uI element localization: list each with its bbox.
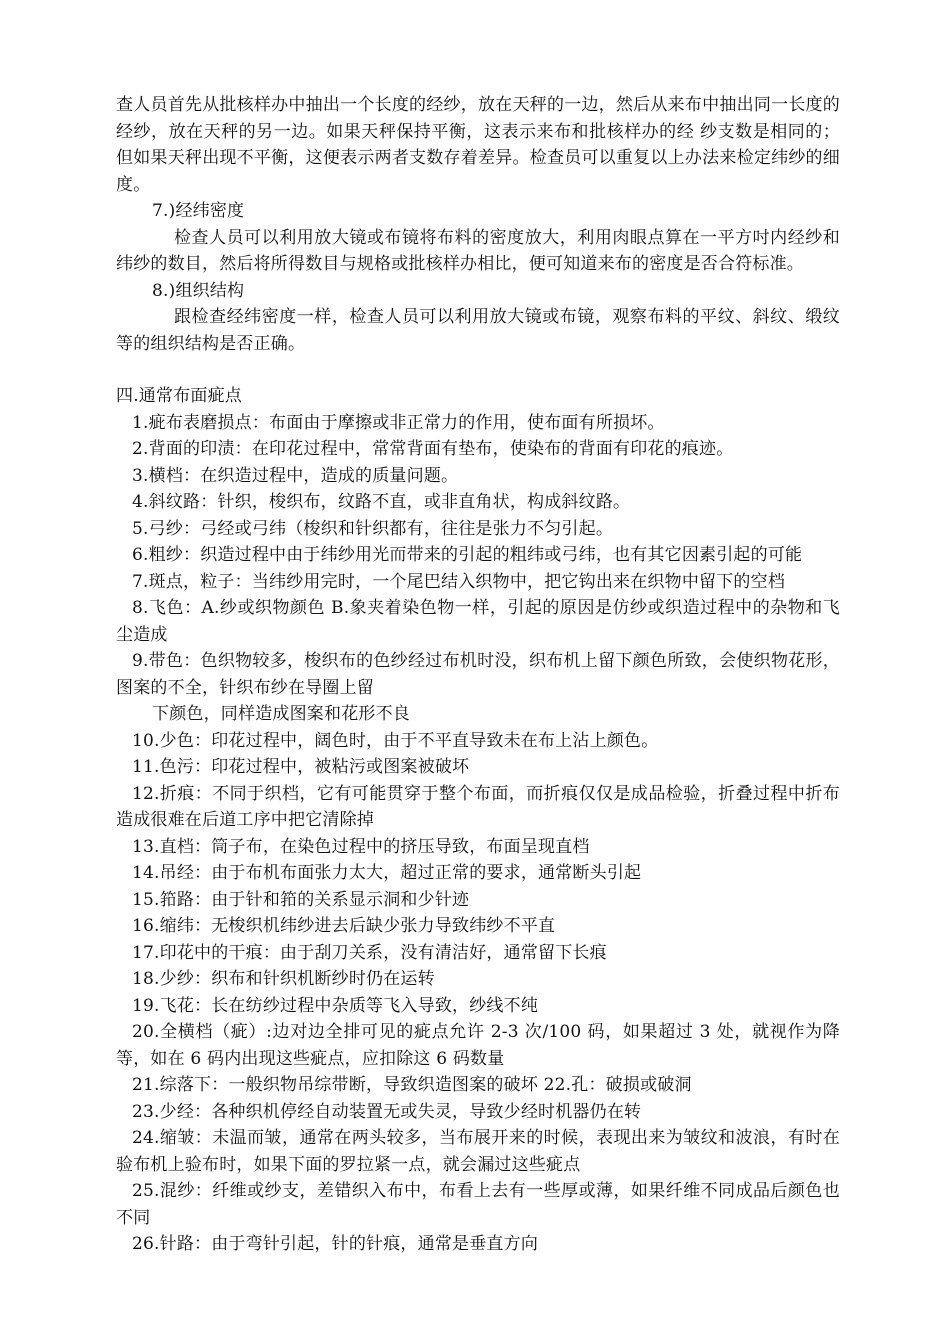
intro-paragraph: 查人员首先从批核样办中抽出一个长度的经纱，放在天秤的一边，然后从来布中抽出同一长度的经纱，放在天秤的另一边。如果天秤保持平衡，这表示来布和批核样办的经 纱支数是相同的；但如果天秤出现不平衡，这便表示两者支数存着差异。检查员可以重复以上办法来检定纬纱的细度。	[116, 95, 840, 195]
defect-item-23: 23.少经：各种织机停经自动装置无或失灵，导致少经时机器仍在转	[132, 1101, 642, 1122]
defect-item-2: 2.背面的印渍：在印花过程中，常常背面有垫布，使染布的背面有印花的痕迹。	[132, 439, 734, 459]
defect-item-3: 3.横档：在织造过程中，造成的质量问题。	[132, 465, 459, 486]
section-7-heading: 7.)经纬密度	[152, 201, 245, 221]
section-8-body: 跟检查经纬密度一样，检查人员可以利用放大镜或布镜，观察布料的平纹、斜纹、缎纹等的组织结构是否正确。	[116, 307, 840, 354]
defect-item-6: 6.粗纱：织造过程中由于纬纱用光而带来的引起的粗纬或弓纬，也有其它因素引起的可能	[132, 545, 803, 565]
defect-item-9-continuation: 下颜色，同样造成图案和花形不良	[152, 704, 410, 724]
document-page	[116, 92, 840, 1258]
defect-item-25: 25.混纱：纤维或纱支，差错织入布中，布看上去有一些厚或薄，如果纤维不同成品后颜色也不同	[116, 1181, 840, 1228]
blank-line	[116, 357, 840, 383]
defect-item-17: 17.印花中的干痕：由于刮刀关系，没有清洁好，通常留下长痕	[132, 942, 607, 963]
defect-item-14: 14.吊经：由于布机布面张力太大，超过正常的要求，通常断头引起	[132, 863, 642, 883]
defect-item-11: 11.色污：印花过程中，被粘污或图案被破坏	[132, 757, 470, 777]
defect-item-10: 10.少色：印花过程中，阔色时，由于不平直导致未在布上沾上颜色。	[132, 730, 659, 751]
defect-item-15: 15.筘路：由于针和筘的关系显示洞和少针迹	[132, 889, 470, 910]
defect-item-4: 4.斜纹路：针织，梭织布，纹路不直，或非直角状，构成斜纹路。	[132, 492, 631, 512]
defect-item-20: 20.全横档（疵）:边对边全排可见的疵点允许 2-3 次/100 码，如果超过 3 处，就视作为降等，如在 6 码内出现这些疵点，应扣除这 6 码数量	[116, 1022, 840, 1069]
defect-item-26: 26.针路：由于弯针引起，针的针痕，通常是垂直方向	[132, 1234, 539, 1254]
defect-item-9: 9.带色：色织物较多，梭织布的色纱经过布机时没，织布机上留下颜色所致，会使织物花形，图案的不全，针织布纱在导圈上留	[116, 651, 840, 698]
defect-item-5: 5.弓纱：弓经或弓纬（梭织和针织都有，往往是张力不匀引起。	[132, 518, 614, 539]
defect-item-12: 12.折痕：不同于织档，它有可能贯穿于整个布面，而折痕仅仅是成品检验，折叠过程中折布造成很难在后道工序中把它清除掉	[116, 783, 840, 830]
defect-item-1: 1.疵布表磨损点：布面由于摩擦或非正常力的作用，使布面有所损坏。	[132, 412, 665, 433]
defect-item-8: 8.飞色：A.纱或织物颜色 B.象夹着染色物一样，引起的原因是仿纱或织造过程中的杂物和飞尘造成	[116, 598, 840, 645]
defect-item-13: 13.直档：筒子布，在染色过程中的挤压导致，布面呈现直档	[132, 836, 590, 857]
defect-item-16: 16.缩纬：无梭织机纬纱进去后缺少张力导致纬纱不平直	[132, 916, 556, 936]
section-8-heading: 8.)组织结构	[152, 280, 245, 301]
defect-item-7: 7.斑点，粒子：当纬纱用完时，一个尾巴结入织物中，把它钩出来在织物中留下的空档	[132, 571, 786, 592]
defect-item-24: 24.缩皱：未温而皱，通常在两头较多，当布展开来的时候，表现出来为皱纹和波浪，有时在验布机上验布时，如果下面的罗拉紧一点，就会漏过这些疵点	[116, 1128, 840, 1175]
defects-heading: 四.通常布面疵点	[116, 386, 243, 406]
defect-item-18: 18.少纱：织布和针织机断纱时仍在运转	[132, 969, 435, 989]
section-7-body: 检查人员可以利用放大镜或布镜将布料的密度放大，利用肉眼点算在一平方吋内经纱和纬纱的数目，然后将所得数目与规格或批核样办相比，便可知道来布的密度是否合符标准。	[116, 227, 840, 274]
defect-item-19: 19.飞花：长在纺纱过程中杂质等飞入导致，纱线不纯	[132, 995, 539, 1016]
defect-item-21-22: 21.综落下：一般织物吊综带断，导致织造图案的破坏 22.孔：破损或破洞	[132, 1075, 692, 1095]
